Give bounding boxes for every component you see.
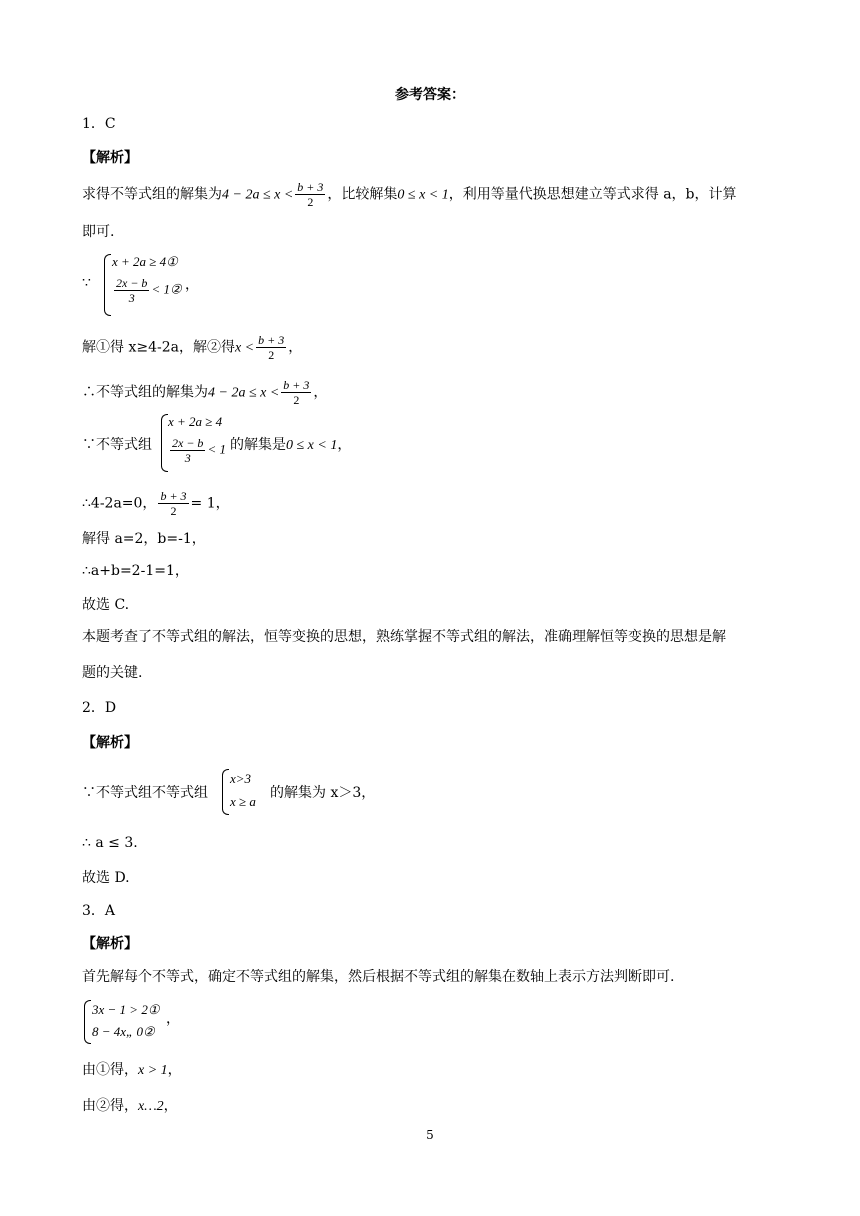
q1-result: 解得 a=2，b=-1， (82, 531, 206, 547)
q2-because-label: ∵不等式组不等式组 (82, 785, 208, 801)
q1-therefore-2: ∴4-2a=0， $\frac{b + 3}{2}$ = 1， (82, 489, 230, 518)
q1-comment-1: 本题考查了不等式组的解法，恒等变换的思想，熟练掌握不等式组的解法，准确理解恒等变换的思想是解 (82, 629, 726, 645)
system-brace (161, 414, 168, 472)
q1-answer: 1．C (82, 116, 116, 132)
q1-therefore-1: ∴不等式组的解集为4 − 2a ≤ x < $\frac{b + 3}{2}$ ， (82, 378, 328, 407)
q1-analysis-label: 【解析】 (82, 150, 138, 166)
system-line-1: x>3 (230, 771, 252, 786)
q1-because-2-label: ∵不等式组 (82, 437, 152, 453)
q2-answer: 2．D (82, 700, 117, 716)
q2-choose: 故选 D. (82, 870, 130, 886)
q1-comment-2: 题的关键. (82, 665, 143, 681)
system-line-1: x + 2a ≥ 4① (112, 254, 178, 269)
q1-because-2-tail: 的解集是0 ≤ x < 1， (230, 437, 352, 453)
system-comma: ， (185, 277, 199, 293)
system-brace (84, 1000, 91, 1044)
system-line-2: $\frac{2x - b}{3}$ < 1 (172, 436, 226, 465)
system-brace (222, 769, 229, 815)
fraction: $\frac{b + 3}{2}$ (297, 180, 324, 209)
q1-intro: 求得不等式组的解集为4 − 2a ≤ x < $\frac{b + 3}{2}$ ，比较解集0 ≤ x < 1，利用等量代换思想建立等式求得 a，b，计算 (82, 180, 737, 209)
q2-therefore: ∴ a ≤ 3. (82, 835, 138, 851)
system-brace (104, 254, 111, 316)
page-number: 5 (426, 1128, 434, 1142)
q1-solve-line: 解①得 x≥4-2a，解②得x < $\frac{b + 3}{2}$ ， (82, 333, 303, 362)
q3-analysis-label: 【解析】 (82, 936, 138, 952)
q1-intro-cont: 即可. (82, 224, 115, 240)
q3-intro: 首先解每个不等式，确定不等式组的解集，然后根据不等式组的解集在数轴上表示方法判断即可. (82, 969, 675, 985)
system-line-1: x + 2a ≥ 4 (168, 414, 223, 429)
q2-because-tail: 的解集为 x＞3， (270, 785, 376, 801)
q3-from-2: 由②得，x…2， (82, 1098, 178, 1114)
because-symbol: ∵ (82, 275, 91, 291)
system-comma: ， (166, 1011, 180, 1027)
system-line-2: 8 − 4x„ 0② (92, 1024, 155, 1039)
q3-from-1: 由①得，x > 1， (82, 1062, 182, 1078)
page-title: 参考答案： (395, 87, 465, 103)
system-line-1: 3x − 1 > 2① (92, 1002, 160, 1017)
q1-sum: ∴a+b=2-1=1， (82, 563, 189, 579)
system-line-2: x ≥ a (230, 794, 256, 809)
q3-answer: 3．A (82, 903, 116, 919)
system-line-2: $\frac{2x - b}{3}$ < 1② (116, 276, 182, 305)
q2-analysis-label: 【解析】 (82, 735, 138, 751)
q1-choose: 故选 C. (82, 597, 130, 613)
